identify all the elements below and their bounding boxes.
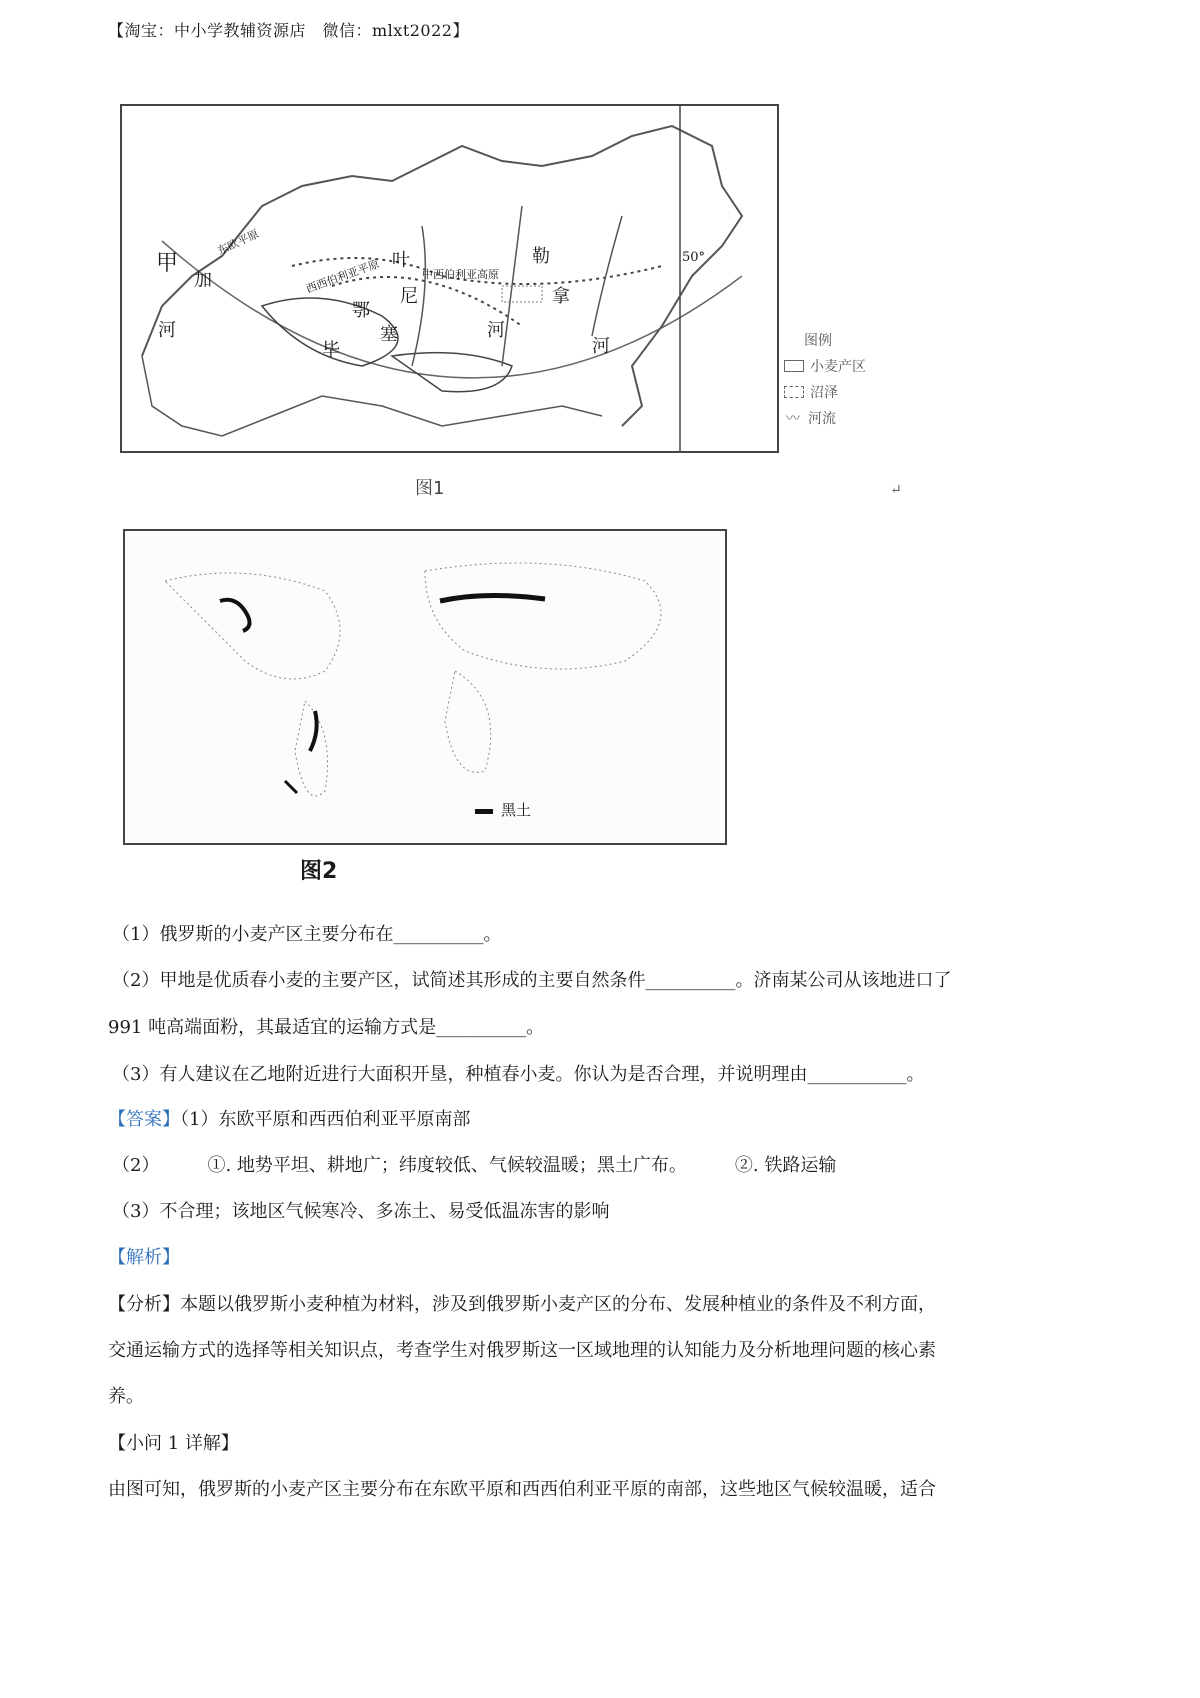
legend-swamp-swatch: [784, 386, 804, 398]
legend-wheat-swatch: [784, 360, 804, 372]
analysis-tag: 【解析】: [108, 1247, 180, 1268]
answer-line-2: [112, 1153, 836, 1179]
map-label-le: 勒: [532, 246, 550, 267]
answer-2-num: （2）: [112, 1155, 160, 1176]
question-2-line-2: 991 吨高端面粉，其最适宜的运输方式是__________。: [108, 1017, 545, 1038]
question-2-line-1: （2）甲地是优质春小麦的主要产区，试简述其形成的主要自然条件__________。济南某公司从该地进口了: [112, 970, 952, 991]
legend-item-swamp: 沼泽: [810, 385, 838, 401]
answer-2-part-2: ②. 铁路运输: [734, 1155, 837, 1176]
map-label-he1: 河: [158, 320, 176, 341]
analysis-line-1: 【分析】本题以俄罗斯小麦种植为材料，涉及到俄罗斯小麦产区的分布、发展种植业的条件及不利方面，: [108, 1294, 936, 1315]
question-1: （1）俄罗斯的小麦产区主要分布在__________。: [112, 924, 502, 945]
map-label-bi: 毕: [322, 340, 340, 361]
map-label-lat: 50°: [682, 250, 706, 265]
figure-1-caption: 图1: [415, 478, 445, 499]
legend-river-icon: 〰: [786, 411, 800, 427]
map-label-sai: 塞: [380, 324, 398, 345]
map-label-east-plain: 东欧平原: [215, 227, 261, 258]
answer-2-part-1: ①. 地势平坦、耕地广；纬度较低、气候较温暖；黑土广布。: [207, 1155, 687, 1176]
map-label-jia2: 加: [194, 270, 212, 291]
map-label-he2: 河: [487, 320, 505, 341]
detail-line: 由图可知，俄罗斯的小麦产区主要分布在东欧平原和西西伯利亚平原的南部，这些地区气候较温暖，适合: [108, 1479, 936, 1500]
map-label-central-plateau: 中西伯利亚高原: [422, 268, 499, 281]
watermark-header: 【淘宝：中小学教辅资源店 微信：mlxt2022】: [108, 21, 469, 40]
map-label-west-plain: 西西伯利亚平原: [304, 257, 382, 296]
analysis-line-2: 交通运输方式的选择等相关知识点，考查学生对俄罗斯这一区域地理的认知能力及分析地理问题的核心素: [108, 1340, 936, 1361]
figure-2-caption: 图2: [300, 859, 338, 884]
answer-line-1: [108, 1107, 470, 1133]
figure-2-map: [123, 529, 727, 845]
answer-1: （1）东欧平原和西西伯利亚平原南部: [180, 1109, 471, 1130]
map-label-ye: 叶: [392, 250, 410, 271]
figure-1-legend: [784, 330, 894, 428]
figure-1-map: [120, 104, 779, 453]
question-3: （3）有人建议在乙地附近进行大面积开垦，种植春小麦。你认为是否合理，并说明理由___________。: [112, 1064, 925, 1085]
map-label-jia: 甲: [156, 251, 179, 276]
answer-3: （3）不合理；该地区气候寒冷、多冻土、易受低温冻害的影响: [112, 1201, 610, 1222]
map-label-na: 拿: [552, 286, 570, 307]
map-label-he3: 河: [592, 336, 610, 357]
world-soil-map-drawing: [125, 531, 725, 843]
map-label-ni: 尼: [400, 286, 418, 307]
legend-title: 图例: [804, 333, 832, 349]
legend-item-river: 河流: [808, 411, 836, 427]
analysis-line-3: 养。: [108, 1386, 144, 1407]
answer-tag: 【答案】: [108, 1109, 180, 1130]
map-label-e: 鄂: [352, 300, 370, 321]
figure-2-legend-label: 黑土: [501, 801, 532, 819]
return-mark: ↵: [890, 482, 902, 498]
sub-question-title: 【小问 1 详解】: [108, 1433, 239, 1454]
legend-item-wheat: 小麦产区: [810, 359, 866, 375]
